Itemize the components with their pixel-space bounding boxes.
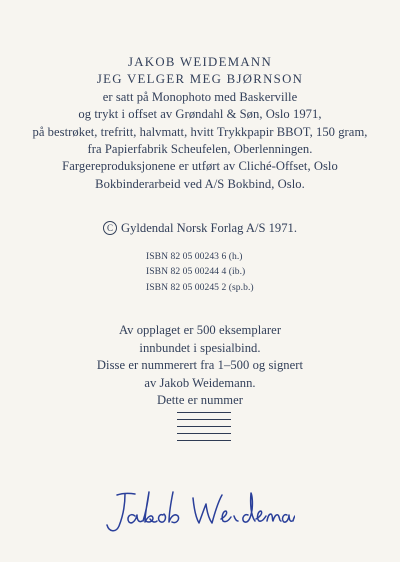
book-title: JEG VELGER MEG BJØRNSON (96, 72, 304, 87)
colophon-line: på bestrøket, trefritt, halvmatt, hvitt Trykkpapir BBOT, 150 gram, (32, 124, 368, 139)
number-rule (177, 440, 231, 441)
copyright-symbol: C (103, 221, 117, 235)
number-rule (177, 433, 231, 434)
isbn-list (146, 249, 254, 295)
author-name: JAKOB WEIDEMANN (127, 55, 273, 69)
isbn-line: ISBN 82 05 00245 2 (sp.b.) (146, 281, 254, 293)
copyright-text: Gyldendal Norsk Forlag A/S 1971. (121, 221, 297, 235)
colophon-block (0, 54, 400, 193)
copyright-notice (0, 220, 400, 236)
colophon-line: Bokbinderarbeid ved A/S Bokbind, Oslo. (95, 176, 305, 191)
edition-line: av Jakob Weidemann. (144, 375, 256, 390)
edition-line: innbundet i spesialbind. (139, 340, 261, 355)
edition-statement (0, 322, 400, 410)
isbn-line: ISBN 82 05 00244 4 (ib.) (146, 266, 246, 278)
number-rule (177, 426, 231, 427)
copy-number-field (177, 412, 231, 442)
colophon-line: er satt på Monophoto med Baskerville (102, 89, 298, 104)
handwritten-signature (95, 482, 295, 542)
colophon-line: fra Papierfabrik Scheufelen, Oberlenningen. (87, 142, 313, 157)
number-rule (177, 419, 231, 420)
colophon-line: og trykt i offset av Grøndahl & Søn, Oslo 1971, (78, 107, 322, 122)
colophon-line: Fargereproduksjonene er utført av Cliché-Offset, Oslo (62, 159, 338, 174)
isbn-line: ISBN 82 05 00243 6 (h.) (146, 251, 243, 262)
edition-line: Disse er nummerert fra 1–500 og signert (96, 358, 304, 373)
edition-line: Dette er nummer (156, 393, 244, 408)
edition-line: Av opplaget er 500 eksemplarer (118, 323, 282, 337)
number-rule (177, 412, 231, 413)
